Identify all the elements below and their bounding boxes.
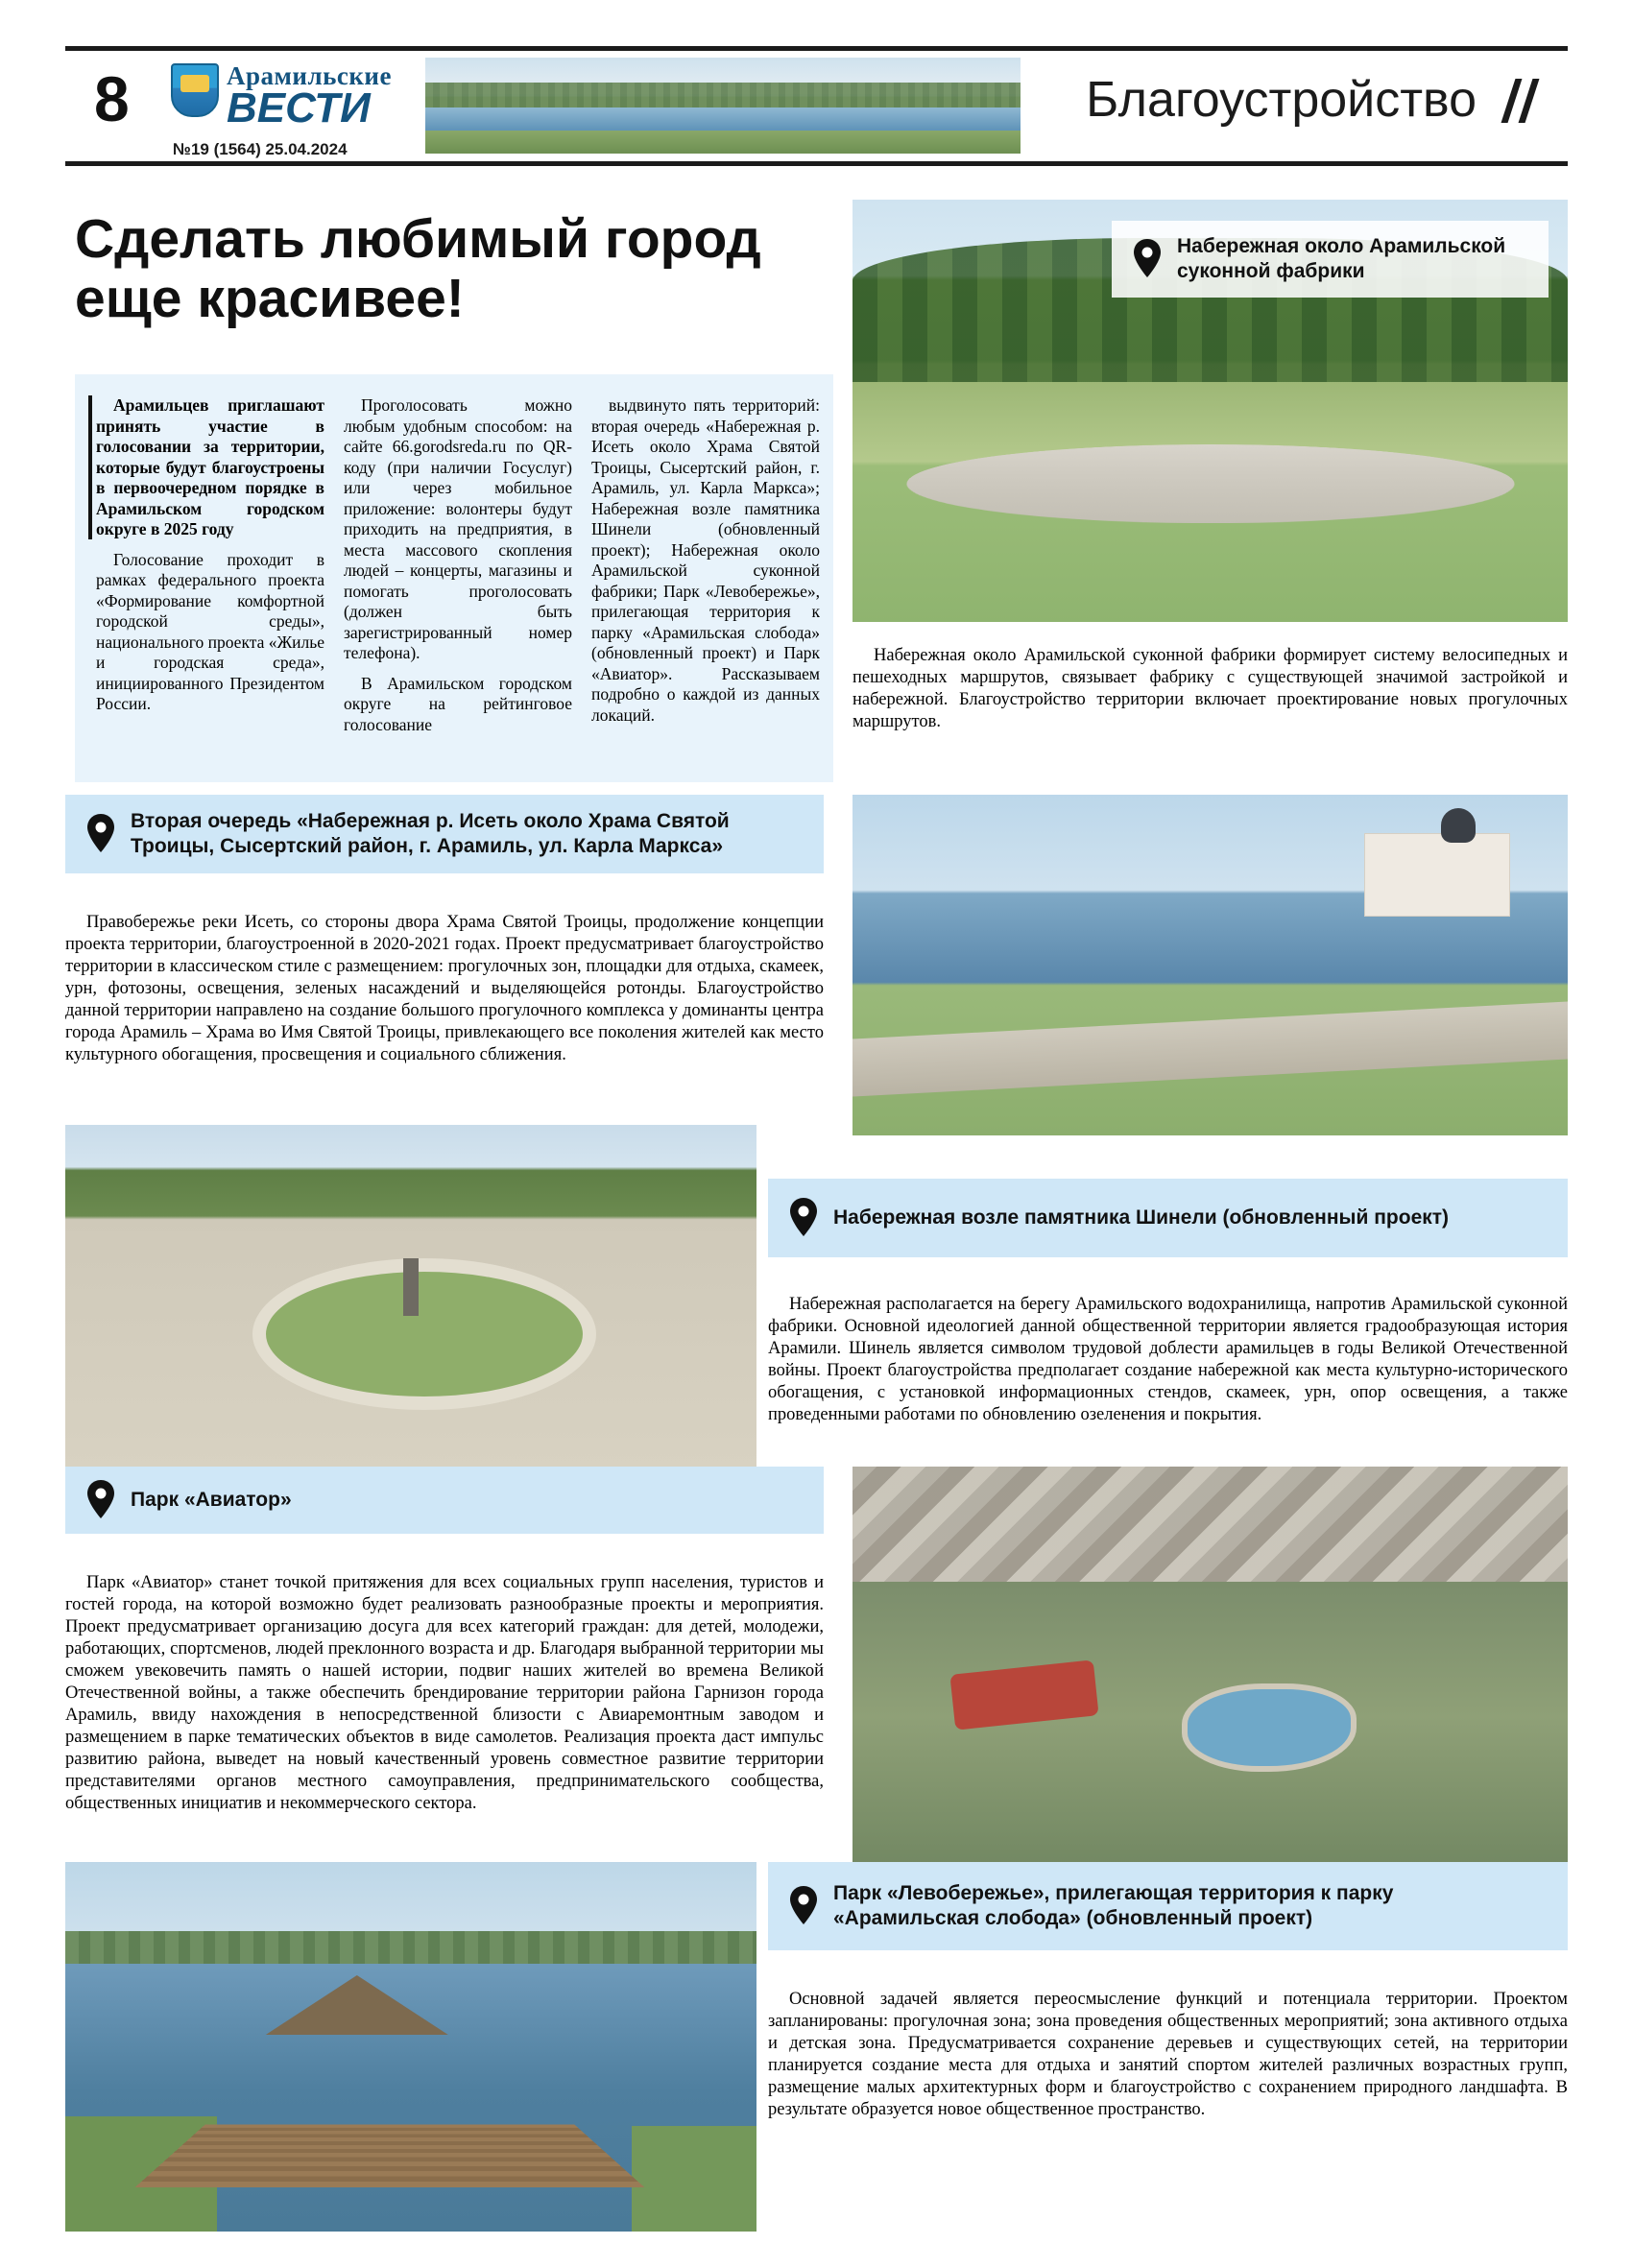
article-headline: Сделать любимый город еще красивее! — [75, 208, 761, 329]
map-pin-icon — [787, 1197, 820, 1239]
location-badge-label: Парк «Авиатор» — [131, 1489, 292, 1511]
section-title: Благоустройство — [1086, 72, 1477, 128]
lead-column-3 — [591, 395, 820, 735]
paragraph: Основной задачей является переосмысление функций и потенциала территории. Проектом запланированы: прогулочная зона; зона проведения общественных мероприятий; зона активного отдыха и детская зона. Предусматривается сохранение деревьев и существующих сетей, на территории планируется создание места для отдыха и занятий спортом жителей различных возрастных групп, размещение малых архитектурных форм и благоустройство с сохранением природного ландшафта. В результате образуется новое общественное пространство. — [768, 1990, 1568, 2119]
body-text-holy-trinity — [65, 912, 824, 1066]
body-text-cloth-factory — [853, 645, 1568, 733]
body-text-aviator-park — [65, 1572, 824, 1815]
location-badge-shinel-monument[interactable] — [768, 1179, 1568, 1257]
logo-title-line1: Арамильские — [227, 61, 392, 90]
lead-paragraph: Проголосовать можно любым удобным способом: на сайте 66.gorodsreda.ru по QR-коду (при наличии Госуслуг) или через мобильное приложение: волонтеры будут приходить на предприятия, в места массового скопления людей – концерты, магазины и помогать проголосовать (должен быть зарегистрированный номер телефона). — [344, 395, 572, 662]
map-pin-icon — [787, 1885, 820, 1927]
photo-church-dome — [1441, 808, 1476, 843]
photo-pond — [1182, 1683, 1357, 1772]
lead-paragraph: Арамильцев приглашают принять участие в голосовании за территории, которые будут благоустроены в первоочередном порядке в Арамильском городском округе в 2025 году — [96, 395, 324, 538]
photo-levoberezhye-pier — [65, 1862, 756, 2232]
masthead-photo-treeline — [425, 83, 1021, 107]
masthead-rule-bottom — [65, 161, 1568, 166]
location-badge-cloth-factory — [1112, 221, 1549, 298]
location-badge-label: Набережная около Арамильской суконной фабрики — [1177, 235, 1506, 282]
masthead — [65, 46, 1568, 166]
photo-promenade — [853, 1001, 1568, 1096]
lead-paragraph: Голосование проходит в рамках федерального проекта «Формирование комфортной городской среды», национального проекта «Жилье и городская среда», инициированного Президентом России. — [96, 549, 324, 713]
masthead-photo-water — [425, 107, 1021, 131]
paragraph: Набережная располагается на берегу Арамильского водохранилища, напротив Арамильской суконной фабрики. Основной идеологией данной общественной территории является градообразующая история Арамили. Шинель является символом трудовой доблести арамильцев в годы Великой Отечественной войны. Проект благоустройства предполагает создание набережной как места культурно-исторического обогащения, с установкой информационных стендов, скамеек, урн, опор освещения, а также проведенными работами по обновлению озеленения и покрытия. — [768, 1295, 1568, 1424]
photo-far-shore — [65, 1931, 756, 1964]
lead-paragraph: В Арамильском городском округе на рейтинговое голосование — [344, 673, 572, 734]
page-number: 8 — [94, 63, 130, 134]
photo-embankment-cloth-factory — [853, 200, 1568, 622]
photo-aviator-park-aerial — [853, 1467, 1568, 1884]
photo-monument — [403, 1258, 419, 1316]
coat-of-arms-icon — [171, 63, 219, 117]
map-pin-icon — [1131, 238, 1164, 280]
photo-pavilion-roof — [266, 1975, 448, 2035]
newspaper-logo — [171, 61, 420, 157]
photo-grass-right — [632, 2126, 756, 2232]
lead-accent-bar — [88, 395, 92, 539]
photo-plaza-circle — [252, 1258, 596, 1410]
location-badge-label: Набережная возле памятника Шинели (обновленный проект) — [833, 1206, 1450, 1229]
location-badge-label: Вторая очередь «Набережная р. Исеть около Храма Святой Троицы, Сысертский район, г. Арамиль, ул. Карла Маркса» — [131, 810, 730, 857]
photo-church-building — [1364, 833, 1510, 917]
issue-info: №19 (1564) 25.04.2024 — [173, 140, 348, 158]
masthead-photo — [425, 58, 1021, 154]
paragraph: Набережная около Арамильской суконной фабрики формирует систему велосипедных и пешеходных маршрутов, связывает фабрику с существующей значимой застройкой и набережной. Благоустройство территории включает проектирование новых прогулочных маршрутов. — [853, 646, 1568, 731]
masthead-rule-top — [65, 46, 1568, 51]
photo-rooftops — [853, 1467, 1568, 1582]
slashes-decoration-icon — [1493, 79, 1550, 125]
lead-paragraph: выдвинуто пять территорий: вторая очередь «Набережная р. Исеть около Храма Святой Троицы, Сысертский район, г. Арамиль, ул. Карла Маркса»; Набережная возле памятника Шинели (обновленный проект); Набережная около Арамильской суконной фабрики; Парк «Левобережье», прилегающая территория к парку «Арамильская слобода» (обновленный проект) и Парк «Авиатор». Рассказываем подробно о каждой из данных локаций. — [591, 395, 820, 725]
map-pin-icon — [84, 813, 117, 855]
paragraph: Правобережье реки Исеть, со стороны двора Храма Святой Троицы, продолжение концепции проекта территории, благоустроенной в 2020-2021 годах. Проект предусматривает благоустройство территории в классическом стиле с размещением: прогулочных зон, площадки для отдыха, скамеек, урн, фотозоны, освещения, зеленых насаждений и выделяющейся ротонды. Благоустройство данной территории направлено на создание большого прогулочного комплекса у доминанты центра города Арамиль – Храма во Имя Святой Троицы, привлекающего все поколения жителей как место культурного обогащения, просвещения и социального сближения. — [65, 913, 824, 1064]
lead-intro-block — [75, 374, 833, 782]
photo-red-pavilion — [950, 1659, 1099, 1730]
paragraph: Парк «Авиатор» станет точкой притяжения для всех социальных групп населения, туристов и гостей города, на которой возможно будет реализовать разнообразные проекты и мероприятия. Проект предусматривает организацию досуга для всех категорий граждан: для детей, молодежи, работающих, спортсменов, людей преклонного возраста и др. Благодаря выбранной территории мы сможем увековечить память о нашей истории, подвиг наших жителей во времена Великой Отечественной войны, а также обеспечить брендирование территории района Гарнизон города Арамиль, ввиду нахождения в непосредственной близости с Авиаремонтным заводом и размещением в парке тематических объектов в виде самолетов. Реализация проекта даст импульс развитию района, выведет на новый качественный уровень совместное развитие территории представителями органов местного самоуправления, предпринимательского сообщества, общественных инициатив и некоммерческого сектора. — [65, 1573, 824, 1813]
location-badge-levoberezhye[interactable] — [768, 1862, 1568, 1950]
lead-column-1 — [96, 395, 324, 725]
map-pin-icon — [84, 1479, 117, 1521]
photo-path — [857, 444, 1563, 523]
location-badge-aviator-park[interactable] — [65, 1467, 824, 1534]
photo-plaza-overview — [65, 1125, 756, 1475]
location-badge-holy-trinity[interactable] — [65, 795, 824, 873]
masthead-photo-bank — [425, 131, 1021, 154]
photo-embankment-holy-trinity — [853, 795, 1568, 1135]
location-badge-label: Парк «Левобережье», прилегающая территория к парку «Арамильская слобода» (обновленный проект) — [833, 1882, 1394, 1929]
logo-title-line2: ВЕСТИ — [227, 84, 371, 131]
body-text-levoberezhye — [768, 1989, 1568, 2121]
photo-wooden-deck — [135, 2125, 645, 2187]
lead-column-2 — [344, 395, 572, 745]
body-text-shinel-monument — [768, 1294, 1568, 1426]
